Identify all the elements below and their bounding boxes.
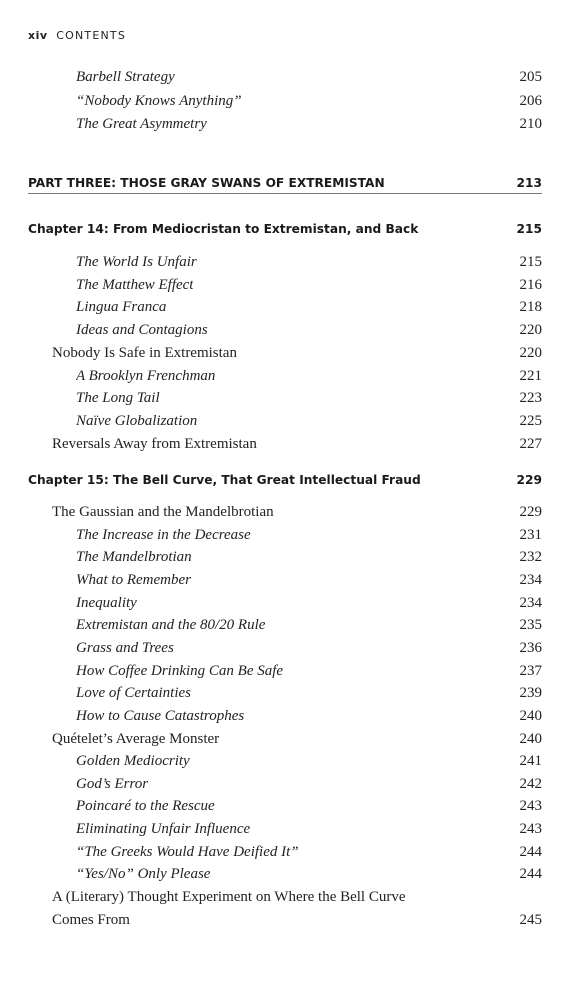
toc-entry-page: 241	[519, 753, 542, 769]
toc-entry[interactable]	[76, 866, 542, 883]
toc-entry[interactable]	[76, 413, 542, 430]
toc-entry-title: How to Cause Catastrophes	[76, 708, 245, 724]
toc-entry[interactable]	[76, 299, 542, 316]
toc-section[interactable]	[52, 731, 542, 748]
toc-entry-page: 220	[519, 322, 542, 338]
toc-entry-title: Lingua Franca	[76, 299, 167, 315]
toc-entry-title: The Great Asymmetry	[76, 116, 207, 132]
toc-entry[interactable]	[76, 708, 542, 725]
toc-entry-page: 215	[519, 254, 542, 270]
chapter-page: 229	[516, 473, 542, 487]
toc-entry-title: Extremistan and the 80/20 Rule	[76, 617, 266, 633]
toc-entry[interactable]	[76, 776, 542, 793]
toc-entry-title: Love of Certainties	[76, 685, 191, 701]
toc-entry-title: Naïve Globalization	[76, 413, 198, 429]
toc-entry-title: “Yes/No” Only Please	[76, 866, 211, 882]
toc-entry-title: The World Is Unfair	[76, 254, 197, 270]
toc-entry-page: 206	[519, 93, 542, 109]
toc-entry-page: 236	[519, 640, 542, 656]
toc-entry[interactable]	[76, 69, 542, 86]
toc-entry-title: “The Greeks Would Have Deified It”	[76, 844, 299, 860]
toc-entry-page: 232	[519, 549, 542, 565]
page-folio: xiv	[28, 29, 48, 42]
toc-section-page: 229	[519, 504, 542, 520]
toc-entry-page: 218	[519, 299, 542, 315]
toc-entry[interactable]	[76, 617, 542, 634]
toc-entry-page: 231	[519, 527, 542, 543]
toc-entry[interactable]	[76, 390, 542, 407]
toc-section-title: Quételet’s Average Monster	[52, 731, 220, 747]
toc-section-title: The Gaussian and the Mandelbrotian	[52, 504, 274, 520]
toc-entry-title: Ideas and Contagions	[76, 322, 208, 338]
toc-entry-page: 205	[519, 69, 542, 85]
toc-entry-title: Barbell Strategy	[76, 69, 175, 85]
chapter-heading[interactable]	[28, 473, 542, 487]
part-title: PART THREE: THOSE GRAY SWANS OF EXTREMISTAN	[28, 176, 385, 190]
toc-entry[interactable]	[76, 368, 542, 385]
part-divider	[28, 193, 542, 194]
toc-entry[interactable]	[76, 572, 542, 589]
toc-section[interactable]	[52, 504, 542, 521]
toc-entry-page: 243	[519, 821, 542, 837]
toc-entry-title: What to Remember	[76, 572, 191, 588]
toc-entry[interactable]	[76, 844, 542, 861]
toc-entry[interactable]	[76, 663, 542, 680]
toc-entry[interactable]	[76, 322, 542, 339]
toc-entry-title: Inequality	[76, 595, 137, 611]
chapter-heading[interactable]	[28, 222, 542, 236]
toc-entry-page: 234	[519, 572, 542, 588]
toc-entry-title: God’s Error	[76, 776, 149, 792]
toc-entry-page: 223	[519, 390, 542, 406]
toc-entry-title: The Mandelbrotian	[76, 549, 192, 565]
toc-entry-page: 244	[519, 844, 542, 860]
chapter-page: 215	[516, 222, 542, 236]
toc-entry-page: 221	[519, 368, 542, 384]
toc-entry-title: Poincaré to the Rescue	[76, 798, 215, 814]
toc-entry-title: The Matthew Effect	[76, 277, 194, 293]
page-header	[28, 29, 126, 42]
toc-entry-page: 234	[519, 595, 542, 611]
toc-section[interactable]	[52, 345, 542, 362]
toc-entry[interactable]	[76, 798, 542, 815]
chapter-title: Chapter 14: From Mediocristan to Extremistan, and Back	[28, 222, 419, 236]
toc-entry-page: 244	[519, 866, 542, 882]
toc-entry[interactable]	[76, 254, 542, 271]
toc-entry[interactable]	[76, 685, 542, 702]
toc-entry-title: Eliminating Unfair Influence	[76, 821, 251, 837]
toc-entry-page: 225	[519, 413, 542, 429]
toc-section[interactable]	[52, 436, 542, 453]
toc-entry-page: 237	[519, 663, 542, 679]
toc-entry[interactable]	[76, 527, 542, 544]
toc-entry-page: 240	[519, 708, 542, 724]
toc-entry-title: A Brooklyn Frenchman	[76, 368, 216, 384]
toc-entry[interactable]	[76, 277, 542, 294]
toc-entry[interactable]	[76, 595, 542, 612]
toc-entry-title: “Nobody Knows Anything”	[76, 93, 242, 109]
toc-entry-page: 243	[519, 798, 542, 814]
toc-entry-page: 242	[519, 776, 542, 792]
chapter-title: Chapter 15: The Bell Curve, That Great Intellectual Fraud	[28, 473, 421, 487]
toc-entry-page: 216	[519, 277, 542, 293]
toc-entry-page: 235	[519, 617, 542, 633]
toc-section[interactable]	[52, 889, 542, 906]
toc-section-title: Reversals Away from Extremistan	[52, 436, 257, 452]
toc-entry[interactable]	[76, 640, 542, 657]
toc-entry[interactable]	[76, 116, 542, 133]
toc-entry[interactable]	[76, 753, 542, 770]
toc-section-page: 227	[519, 436, 542, 452]
toc-section-title: Comes From	[52, 912, 130, 928]
page-running-title: CONTENTS	[56, 29, 127, 42]
toc-entry[interactable]	[76, 93, 542, 110]
toc-entry-title: Golden Mediocrity	[76, 753, 190, 769]
toc-entry-title: Grass and Trees	[76, 640, 174, 656]
toc-entry[interactable]	[76, 821, 542, 838]
toc-entry-page: 239	[519, 685, 542, 701]
toc-entry-page: 210	[519, 116, 542, 132]
toc-entry-title: The Increase in the Decrease	[76, 527, 251, 543]
toc-entry-title: How Coffee Drinking Can Be Safe	[76, 663, 284, 679]
toc-section-title: A (Literary) Thought Experiment on Where the Bell Curve	[52, 889, 406, 905]
part-heading[interactable]	[28, 176, 542, 190]
toc-section-title: Nobody Is Safe in Extremistan	[52, 345, 237, 361]
toc-entry-title: The Long Tail	[76, 390, 160, 406]
toc-section-continued[interactable]	[52, 912, 542, 929]
toc-section-page: 245	[519, 912, 542, 928]
toc-section-page: 240	[519, 731, 542, 747]
part-page: 213	[516, 176, 542, 190]
toc-section-page: 220	[519, 345, 542, 361]
toc-entry[interactable]	[76, 549, 542, 566]
